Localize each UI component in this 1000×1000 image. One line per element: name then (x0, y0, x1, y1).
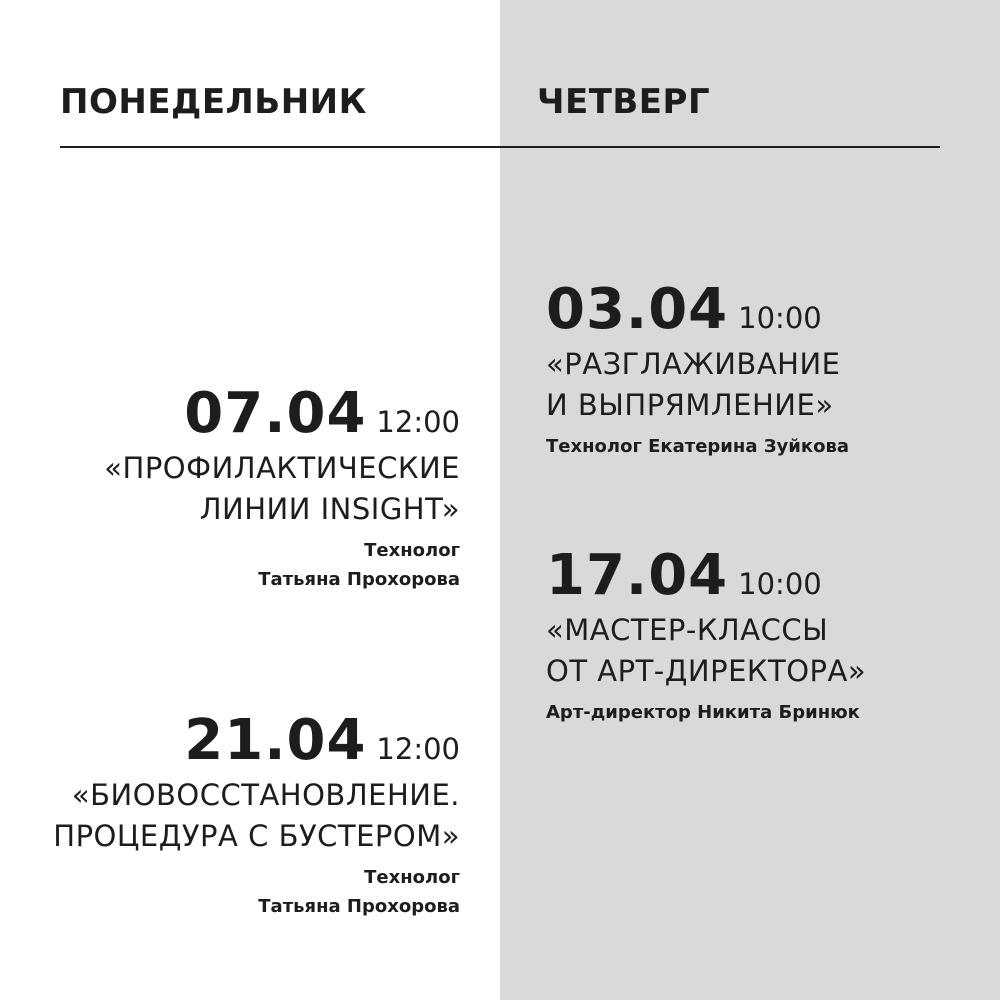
monday-heading: ПОНЕДЕЛЬНИК (60, 82, 367, 122)
event-time: 12:00 (376, 405, 460, 439)
event-date: 03.04 (546, 277, 729, 342)
speaker-line: Татьяна Прохорова (258, 569, 460, 590)
event-title-line: И ВЫПРЯМЛЕНИЕ» (546, 388, 834, 422)
event-datetime (0, 708, 460, 773)
thursday-column (500, 0, 1000, 1000)
event-title (546, 344, 1000, 426)
event-title (0, 448, 460, 530)
event-date: 17.04 (546, 543, 729, 608)
event-datetime (546, 277, 1000, 342)
event-speaker (0, 536, 460, 594)
event-card-0304 (546, 277, 1000, 461)
speaker-line: Технолог Екатерина Зуйкова (546, 436, 850, 457)
speaker-line: Татьяна Прохорова (258, 896, 460, 917)
event-time: 10:00 (738, 567, 822, 601)
speaker-line: Технолог (364, 540, 460, 561)
event-title-line: «МАСТЕР-КЛАССЫ (546, 613, 829, 647)
event-card-1704 (546, 543, 1000, 727)
event-title-line: ПРОЦЕДУРА С БУСТЕРОМ» (53, 819, 460, 853)
event-date: 07.04 (184, 381, 367, 446)
event-card-0704 (0, 381, 460, 594)
event-title-line: «ПРОФИЛАКТИЧЕСКИЕ (104, 451, 460, 485)
event-title-line: «БИОВОССТАНОВЛЕНИЕ. (71, 778, 460, 812)
thursday-heading: ЧЕТВЕРГ (537, 82, 711, 122)
event-title-line: «РАЗГЛАЖИВАНИЕ (546, 347, 841, 381)
event-speaker (546, 698, 1000, 727)
event-date: 21.04 (184, 708, 367, 773)
event-title-line: ОТ АРТ-ДИРЕКТОРА» (546, 654, 867, 688)
event-time: 10:00 (738, 301, 822, 335)
event-datetime (0, 381, 460, 446)
event-title (0, 775, 460, 857)
event-title (546, 610, 1000, 692)
event-time: 12:00 (376, 732, 460, 766)
event-speaker (0, 863, 460, 921)
event-card-2104 (0, 708, 460, 921)
speaker-line: Арт-директор Никита Бринюк (546, 702, 860, 723)
event-title-line: ЛИНИИ INSIGHT» (199, 492, 460, 526)
speaker-line: Технолог (364, 867, 460, 888)
header-divider (60, 146, 940, 148)
event-datetime (546, 543, 1000, 608)
event-speaker (546, 432, 1000, 461)
